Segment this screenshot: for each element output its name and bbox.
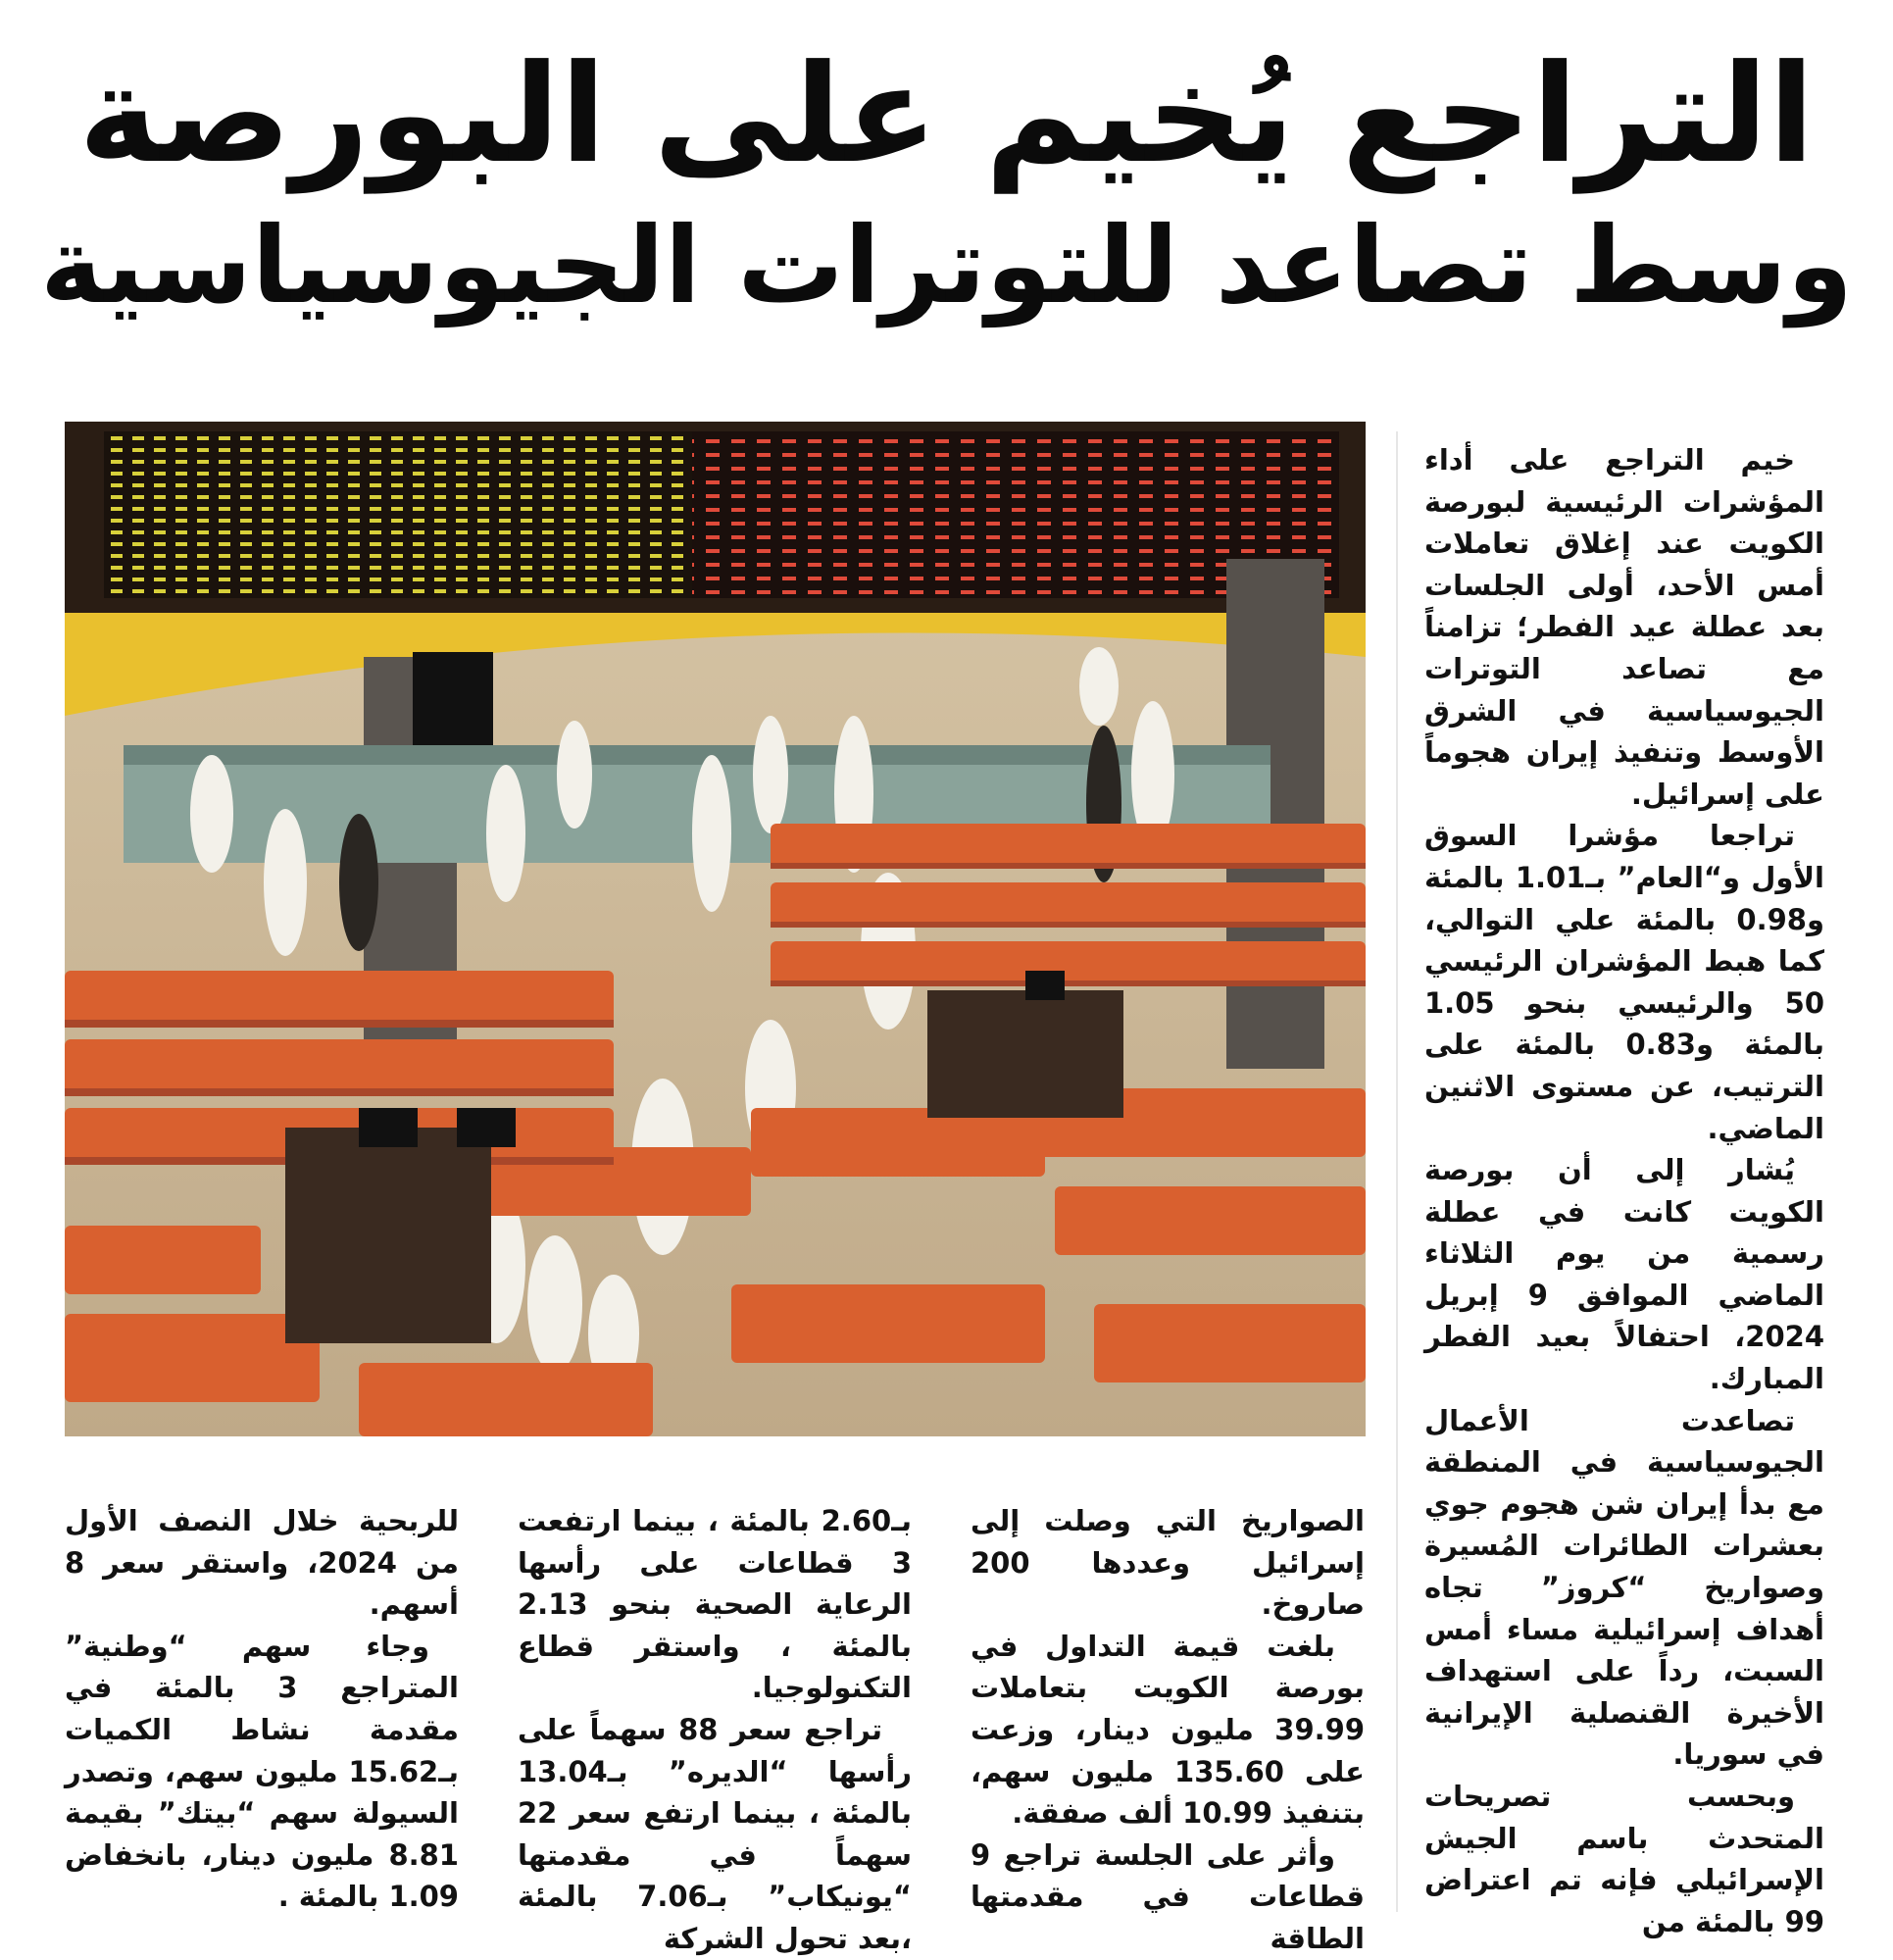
paragraph: بلغت قيمة التداول في بورصة الكويت بتعاملات 39.99 مليون دينار، وزعت على 135.60 مليون سهم، بتنفيذ 10.99 ألف صفقة. bbox=[971, 1629, 1365, 1831]
paragraph: تصاعدت الأعمال الجيوسياسية في المنطقة مع بدأ إيران شن هجوم جوي بعشرات الطائرات المُسيرة وصواريخ “كروز” تجاه أهداف إسرائيلية مساء أمس السبت، رداً على استهداف الأخيرة القنصلية الإيرانية في سوريا. bbox=[1424, 1403, 1824, 1772]
paragraph: وبحسب تصريحات المتحدث باسم الجيش الإسرائيلي فإنه تم اعتراض 99 بالمئة من bbox=[1424, 1780, 1824, 1938]
article-column-bottom-3 bbox=[65, 1500, 459, 1918]
paragraph: وجاء سهم “وطنية” المتراجع 3 بالمئة في مقدمة نشاط الكميات بـ15.62 مليون سهم، وتصدر السيولة سهم “بيتك” بقيمة 8.81 مليون دينار، بانخفاض 1.09 بالمئة . bbox=[65, 1629, 459, 1914]
article-column-right bbox=[1424, 439, 1824, 1942]
trading-floor-photo-icon bbox=[65, 422, 1366, 1436]
paragraph: تراجع سعر 88 سهماً على رأسها “الديره” بـ13.04 بالمئة ، بينما ارتفع سعر 22 سهماً في مقدمتها “يونيكاب” بـ7.06 بالمئة ،بعد تحول الشركة bbox=[518, 1712, 912, 1955]
headline-line-1: التراجع يُخيم على البورصة bbox=[78, 35, 1815, 193]
paragraph: يُشار إلى أن بورصة الكويت كانت في عطلة رسمية من يوم الثلاثاء الماضي الموافق 9 إبريل 2024، احتفالاً بعيد الفطر المبارك. bbox=[1424, 1153, 1824, 1396]
article-column-bottom-2 bbox=[518, 1500, 912, 1960]
trading-floor-photo bbox=[65, 422, 1366, 1436]
paragraph: بـ2.60 بالمئة ، بينما ارتفعت 3 قطاعات على رأسها الرعاية الصحية بنحو 2.13 بالمئة ، واستقر قطاع التكنولوجيا. bbox=[518, 1504, 912, 1705]
article-column-bottom-1 bbox=[971, 1500, 1365, 1960]
paragraph: خيم التراجع على أداء المؤشرات الرئيسية لبورصة الكويت عند إغلاق تعاملات أمس الأحد، أولى الجلسات بعد عطلة عيد الفطر؛ تزامناً مع تصاعد التوترات الجيوسياسية في الشرق الأوسط وتنفيذ إيران هجوماً على إسرائيل. bbox=[1424, 443, 1824, 811]
paragraph: للربحية خلال النصف الأول من 2024، واستقر سعر 8 أسهم. bbox=[65, 1504, 459, 1622]
paragraph: الصواريخ التي وصلت إلى إسرائيل وعددها 200 صاروخ. bbox=[971, 1504, 1365, 1622]
column-divider bbox=[1396, 431, 1398, 1912]
headline-line-2: وسط تصاعد للتوترات الجيوسياسية bbox=[39, 205, 1854, 327]
paragraph: تراجعا مؤشرا السوق الأول و“العام” بـ1.01 بالمئة و0.98 بالمئة علي التوالي، كما هبط المؤشران الرئيسي 50 والرئيسي بنحو 1.05 بالمئة و0.83 بالمئة على الترتيب، عن مستوى الاثنين الماضي. bbox=[1424, 819, 1825, 1145]
paragraph: وأثر على الجلسة تراجع 9 قطاعات في مقدمتها الطاقة bbox=[971, 1837, 1365, 1955]
